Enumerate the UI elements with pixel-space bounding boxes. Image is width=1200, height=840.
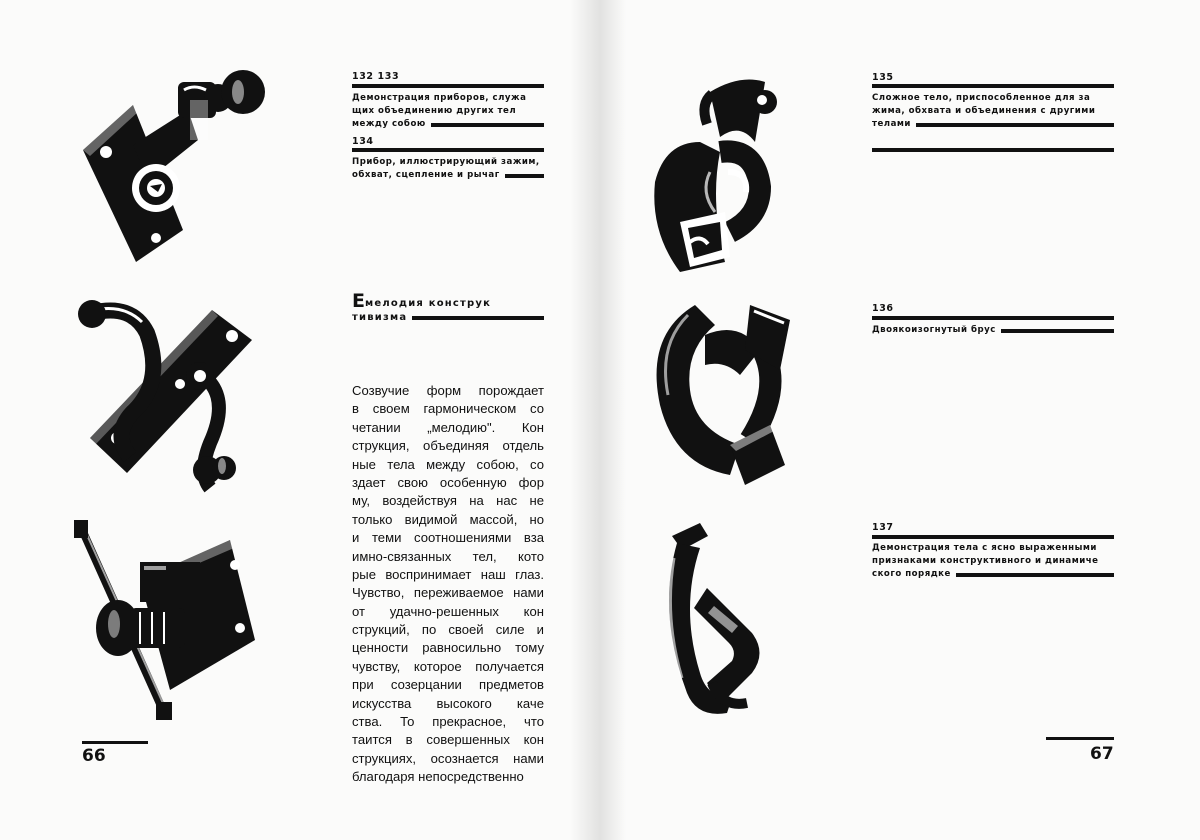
body-text-line: только видимой массой, но [352, 511, 544, 527]
caption-rule [352, 148, 544, 152]
caption-line: щих объединению других тел [352, 106, 517, 116]
caption-line: обхват, сцепление и рычаг [352, 170, 500, 180]
body-text-line: ценности равносильно тому [352, 640, 544, 656]
twisted-beam-figure [650, 295, 800, 500]
caption-line: Прибор, иллюстрирующий зажим, [352, 157, 540, 167]
section-title-line2: тивизма [352, 312, 408, 323]
caption-rule [872, 535, 1114, 539]
body-text-line: ные тела между собою, со [352, 456, 544, 472]
caption-text [872, 92, 1114, 131]
lever-device-figure [72, 288, 262, 493]
caption-line: Демонстрация приборов, служа [352, 93, 527, 103]
caption-rule [872, 316, 1114, 320]
right-page [600, 0, 1200, 840]
section-title [352, 290, 544, 325]
caption-line: ского порядке [872, 569, 951, 579]
caption-number: 137 [872, 522, 894, 533]
body-text-line: от удачно-решенных кон [352, 603, 544, 619]
caption-line: телами [872, 119, 911, 129]
caption-line: Сложное тело, приспособленное для за [872, 93, 1091, 103]
body-text-line: рые воспринимает наш глаз. [352, 566, 544, 582]
caption-line-with-rule [872, 118, 1114, 131]
caption-line: признаками конструктивного и динамиче [872, 556, 1099, 566]
caption-text [352, 156, 544, 182]
body-text-line: искусства высокого каче [352, 695, 544, 711]
caption-number: 132 133 [352, 71, 400, 82]
caption-line: Двоякоизогнутый брус [872, 325, 996, 335]
gutter-shadow [600, 0, 626, 840]
body-text-line: имно-связанных тел, кото [352, 548, 544, 564]
caption-line-with-rule [872, 324, 1114, 337]
caption-rule [872, 84, 1114, 88]
caption-line-with-rule [352, 118, 544, 131]
caption-line: между собою [352, 119, 426, 129]
section-title-line1: мелодия конструк [364, 298, 492, 309]
dynamic-body-figure [652, 518, 772, 723]
body-text-line: и теми соотношениями вза [352, 530, 544, 546]
body-text-line: струкций, по своей силе и [352, 622, 544, 638]
caption-line: жима, обхвата и объединения с другими [872, 106, 1096, 116]
body-text-line: струкциях, осознается нами [352, 750, 544, 766]
body-text [352, 382, 544, 787]
complex-body-figure [650, 72, 780, 272]
caption-line-with-rule [352, 169, 544, 182]
caption-text [352, 92, 544, 131]
caption-text [872, 324, 1114, 337]
page-number-rule [82, 741, 148, 744]
body-text-line: Чувство, переживаемое нами [352, 585, 544, 601]
body-text-line: благодаря непосредственно [352, 769, 524, 785]
body-text-line: здает свою особенную фор [352, 474, 544, 490]
body-text-line: чувству, которое получается [352, 658, 544, 674]
body-text-line: при созерцании предметов [352, 677, 544, 693]
caption-number: 135 [872, 72, 894, 83]
caption-line-with-rule [872, 568, 1114, 581]
page-number-rule [1046, 737, 1114, 740]
body-text-line: струкция, объединяя отдель [352, 438, 544, 454]
caption-number: 134 [352, 136, 374, 147]
caption-rule [872, 148, 1114, 152]
body-text-line: в своем гармоническом со [352, 401, 544, 417]
clamp-device-figure [78, 70, 278, 265]
page-number: 66 [82, 746, 106, 766]
section-initial: Е [352, 290, 365, 312]
gutter-shadow [570, 0, 600, 840]
caption-rule [352, 84, 544, 88]
body-text-line: ства. То прекрасное, что [352, 714, 544, 730]
body-text-line: таится в совершенных кон [352, 732, 544, 748]
caption-line: Демонстрация тела с ясно выраженными [872, 543, 1097, 553]
caption-number: 136 [872, 303, 894, 314]
body-text-line: Созвучие форм порождает [352, 383, 544, 398]
body-text-line: четании „мелодию". Кон [352, 419, 544, 435]
body-text-line: му, воздействуя на нас не [352, 493, 544, 509]
caption-text [872, 542, 1114, 581]
page-number: 67 [1090, 744, 1114, 764]
vise-device-figure [70, 520, 260, 720]
